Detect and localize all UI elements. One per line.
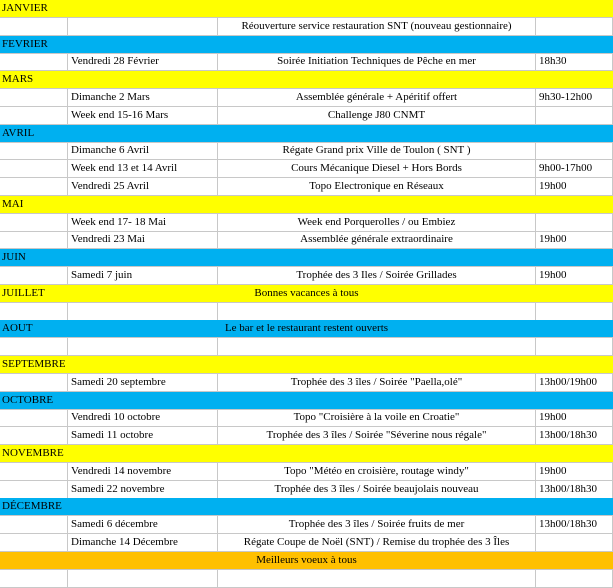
event-title: Assemblée générale + Apéritif offert <box>218 89 536 106</box>
spacer-cell <box>0 570 68 587</box>
event-row <box>0 214 613 232</box>
event-row <box>0 516 613 534</box>
event-title: Régate Grand prix Ville de Toulon ( SNT ) <box>218 142 536 159</box>
month-header <box>0 445 613 463</box>
event-time: 13h00/18h30 <box>536 427 613 444</box>
event-title: Trophée des 3 Iles / Soirée Grillades <box>218 267 536 284</box>
event-row <box>0 463 613 481</box>
event-title: Topo Electronique en Réseaux <box>218 178 536 195</box>
event-time: 9h30-12h00 <box>536 89 613 106</box>
blank-row <box>0 303 613 321</box>
event-row <box>0 481 613 499</box>
event-title <box>218 338 536 355</box>
event-date: Vendredi 23 Mai <box>68 231 218 248</box>
month-label: MARS <box>2 73 34 85</box>
month-note: Bonnes vacances à tous <box>254 287 359 299</box>
month-header <box>0 0 613 18</box>
event-time: 19h00 <box>536 409 613 426</box>
event-time: 19h00 <box>536 267 613 284</box>
spacer-cell <box>0 267 68 284</box>
month-label: JUIN <box>2 251 26 263</box>
month-header <box>0 125 613 143</box>
event-row <box>0 374 613 392</box>
event-date: Dimanche 14 Décembre <box>68 534 218 551</box>
event-date: Vendredi 25 Avril <box>68 178 218 195</box>
event-time: 9h00-17h00 <box>536 160 613 177</box>
event-row <box>0 427 613 445</box>
month-header <box>0 249 613 267</box>
event-title: Challenge J80 CNMT <box>218 107 536 124</box>
event-time <box>536 338 613 355</box>
event-title: Topo "Croisière à la voile en Croatie" <box>218 409 536 426</box>
event-title <box>218 570 536 587</box>
event-time <box>536 214 613 231</box>
month-header <box>0 320 613 338</box>
event-time <box>536 18 613 35</box>
event-title: Cours Mécanique Diesel + Hors Bords <box>218 160 536 177</box>
spacer-cell <box>0 303 68 320</box>
month-label: OCTOBRE <box>2 394 54 406</box>
event-title: Trophée des 3 îles / Soirée "Séverine nous régale" <box>218 427 536 444</box>
event-date: Dimanche 2 Mars <box>68 89 218 106</box>
event-title: Régate Coupe de Noël (SNT) / Remise du trophée des 3 Îles <box>218 534 536 551</box>
month-header <box>0 71 613 89</box>
spacer-cell <box>0 160 68 177</box>
event-row <box>0 178 613 196</box>
blank-row <box>0 338 613 356</box>
month-label: FEVRIER <box>2 38 48 50</box>
spacer-cell <box>0 18 68 35</box>
event-date: Dimanche 6 Avril <box>68 142 218 159</box>
event-date: Week end 15-16 Mars <box>68 107 218 124</box>
spacer-cell <box>0 107 68 124</box>
event-time: 13h00/18h30 <box>536 516 613 533</box>
month-label: SEPTEMBRE <box>2 358 66 370</box>
event-title: Week end Porquerolles / ou Embiez <box>218 214 536 231</box>
month-header <box>0 356 613 374</box>
event-row <box>0 107 613 125</box>
event-time: 13h00/18h30 <box>536 481 613 498</box>
event-date: Vendredi 28 Février <box>68 53 218 70</box>
spacer-cell <box>0 481 68 498</box>
event-time <box>536 142 613 159</box>
event-title: Soirée Initiation Techniques de Pêche en mer <box>218 53 536 70</box>
event-date: Samedi 11 octobre <box>68 427 218 444</box>
month-label: JANVIER <box>2 2 48 14</box>
event-time <box>536 534 613 551</box>
spacer-cell <box>0 534 68 551</box>
event-date: Samedi 20 septembre <box>68 374 218 391</box>
spacer-cell <box>0 338 68 355</box>
event-title: Topo "Météo en croisière, routage windy" <box>218 463 536 480</box>
event-date <box>68 18 218 35</box>
event-time <box>536 107 613 124</box>
spacer-cell <box>0 214 68 231</box>
event-row <box>0 53 613 71</box>
spacer-cell <box>0 516 68 533</box>
event-date: Vendredi 10 octobre <box>68 409 218 426</box>
event-date <box>68 570 218 587</box>
event-row <box>0 89 613 107</box>
event-row <box>0 142 613 160</box>
month-label: NOVEMBRE <box>2 447 64 459</box>
event-time <box>536 570 613 587</box>
event-time: 19h00 <box>536 463 613 480</box>
event-row <box>0 267 613 285</box>
event-date <box>68 303 218 320</box>
event-title: Trophée des 3 îles / Soirée "Paella,olé" <box>218 374 536 391</box>
month-label: AVRIL <box>2 127 35 139</box>
event-row <box>0 160 613 178</box>
event-date: Samedi 22 novembre <box>68 481 218 498</box>
month-header <box>0 36 613 54</box>
event-time: 13h00/19h00 <box>536 374 613 391</box>
event-title: Trophée des 3 îles / Soirée beaujolais nouveau <box>218 481 536 498</box>
event-date: Samedi 7 juin <box>68 267 218 284</box>
spacer-cell <box>0 409 68 426</box>
event-row <box>0 18 613 36</box>
event-time: 19h00 <box>536 231 613 248</box>
event-time: 19h00 <box>536 178 613 195</box>
event-date: Week end 17- 18 Mai <box>68 214 218 231</box>
event-row <box>0 231 613 249</box>
event-time: 18h30 <box>536 53 613 70</box>
spacer-cell <box>0 427 68 444</box>
greetings-row <box>0 552 613 570</box>
spacer-cell <box>0 89 68 106</box>
month-header <box>0 196 613 214</box>
event-title: Trophée des 3 îles / Soirée fruits de mer <box>218 516 536 533</box>
event-title: Assemblée générale extraordinaire <box>218 231 536 248</box>
event-date: Samedi 6 décembre <box>68 516 218 533</box>
spacer-cell <box>0 231 68 248</box>
spacer-cell <box>0 374 68 391</box>
month-note: Le bar et le restaurant restent ouverts <box>224 322 389 334</box>
month-label: JUILLET <box>2 287 45 299</box>
month-header <box>0 285 613 303</box>
month-label: AOUT <box>2 322 33 334</box>
spacer-cell <box>0 53 68 70</box>
event-row <box>0 409 613 427</box>
month-header <box>0 498 613 516</box>
event-time <box>536 303 613 320</box>
event-title <box>218 303 536 320</box>
month-header <box>0 392 613 410</box>
event-row <box>0 534 613 552</box>
event-date: Week end 13 et 14 Avril <box>68 160 218 177</box>
month-label: MAI <box>2 198 24 210</box>
event-date: Vendredi 14 novembre <box>68 463 218 480</box>
greetings-label: Meilleurs voeux à tous <box>256 554 357 566</box>
event-title: Réouverture service restauration SNT (nouveau gestionnaire) <box>218 18 536 35</box>
spacer-cell <box>0 142 68 159</box>
spacer-cell <box>0 178 68 195</box>
spacer-cell <box>0 463 68 480</box>
month-label: DÉCEMBRE <box>2 500 62 512</box>
blank-row <box>0 570 613 588</box>
event-date <box>68 338 218 355</box>
